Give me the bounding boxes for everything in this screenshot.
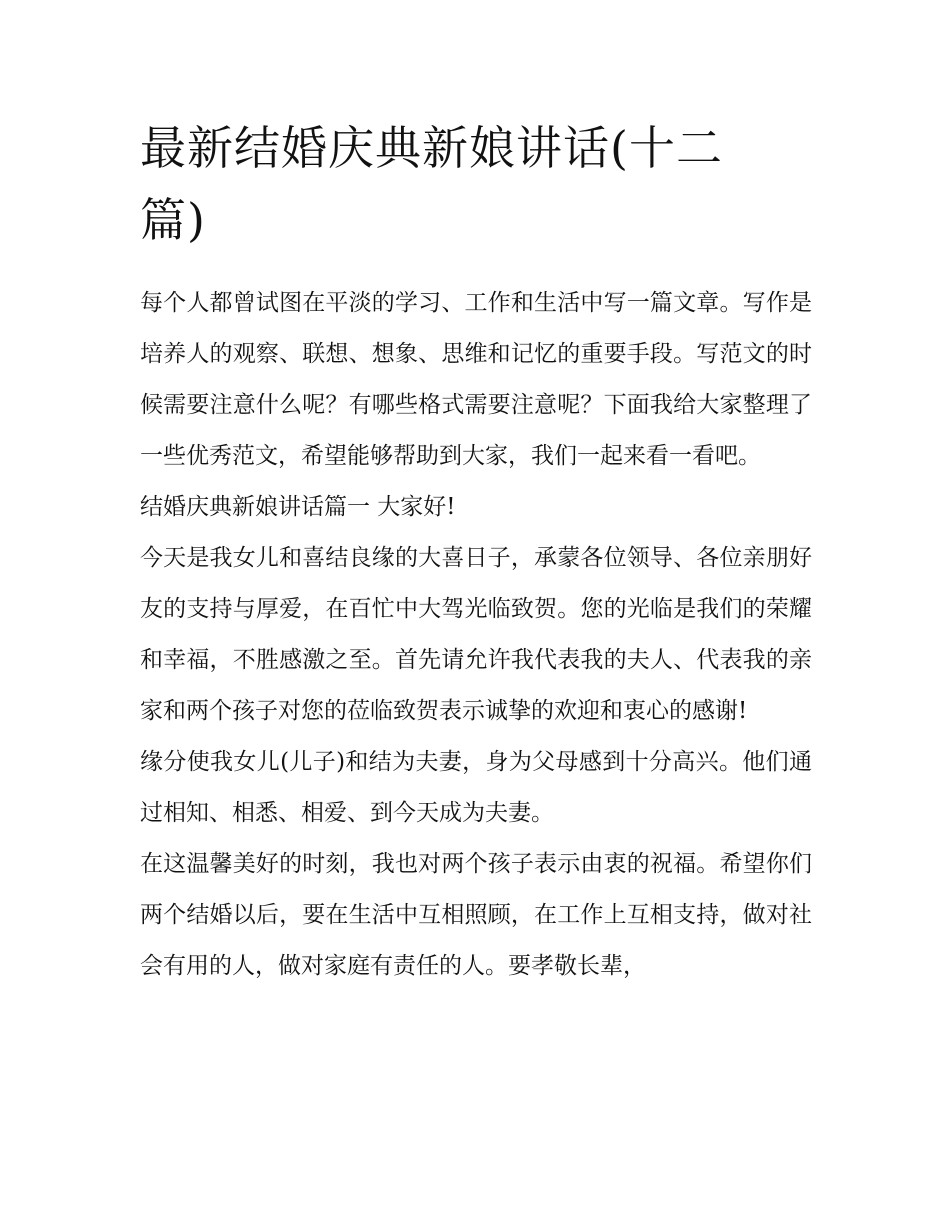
- document-body: [140, 112, 812, 992]
- document-title: 最新结婚庆典新娘讲话(十二篇): [140, 121, 723, 247]
- body-paragraph: 今天是我女儿和喜结良缘的大喜日子，承蒙各位领导、各位亲朋好友的支持与厚爱，在百忙中大驾光临致贺。您的光临是我们的荣耀和幸福，不胜感激之至。首先请允许我代表我的夫人、代表我的亲家和两个孩子对您的莅临致贺表示诚挚的欢迎和衷心的感谢!: [140, 545, 812, 724]
- body-paragraph: 在这温馨美好的时刻，我也对两个孩子表示由衷的祝福。希望你们两个结婚以后，要在生活中互相照顾，在工作上互相支持，做对社会有用的人，做对家庭有责任的人。要孝敬长辈，: [140, 851, 812, 979]
- intro-paragraph: 每个人都曾试图在平淡的学习、工作和生活中写一篇文章。写作是培养人的观察、联想、想象、思维和记忆的重要手段。写范文的时候需要注意什么呢？有哪些格式需要注意呢？下面我给大家整理了一些优秀范文，希望能够帮助到大家，我们一起来看一看吧。: [140, 290, 812, 469]
- body-paragraph: 缘分使我女儿(儿子)和结为夫妻，身为父母感到十分高兴。他们通过相知、相悉、相爱、到今天成为夫妻。: [140, 749, 812, 826]
- section-heading: 结婚庆典新娘讲话篇一 大家好!: [140, 494, 456, 520]
